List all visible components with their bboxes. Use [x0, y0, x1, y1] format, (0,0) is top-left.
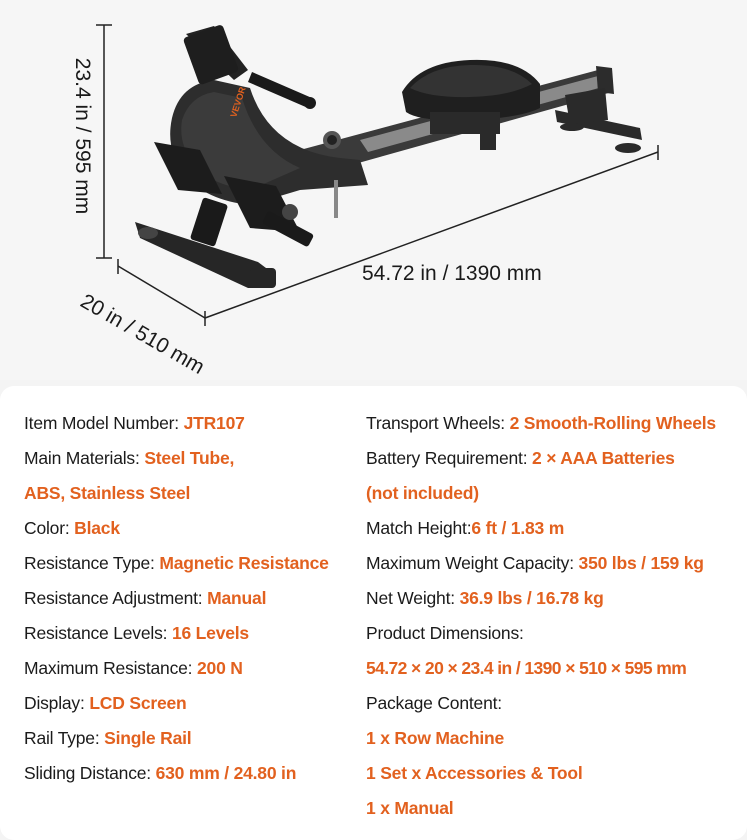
spec-row	[366, 476, 741, 511]
spec-label: Color:	[24, 518, 75, 538]
spec-row	[366, 511, 741, 546]
spec-row	[24, 511, 364, 546]
spec-label: Resistance Adjustment:	[24, 588, 208, 608]
spec-value: 2 × AAA Batteries	[532, 448, 675, 468]
spec-value: 6 ft / 1.83 m	[471, 518, 565, 538]
spec-value: 200 N	[197, 658, 243, 678]
spec-row	[24, 721, 364, 756]
spec-label: Net Weight:	[366, 588, 460, 608]
spec-value: 2 Smooth-Rolling Wheels	[509, 413, 716, 433]
spec-label: Battery Requirement:	[366, 448, 533, 468]
spec-label: Package Content:	[366, 693, 502, 713]
spec-row	[366, 686, 741, 721]
spec-row	[24, 651, 364, 686]
spec-row	[24, 476, 364, 511]
spec-row	[366, 441, 741, 476]
spec-value: 1 x Manual	[366, 798, 454, 818]
dimension-height: 23.4 in / 595 mm	[71, 57, 94, 215]
specs-right-column	[366, 406, 741, 826]
spec-value: ABS, Stainless Steel	[24, 483, 191, 503]
dimension-width: 20 in / 510 mm	[76, 289, 209, 379]
spec-value: Single Rail	[104, 728, 192, 748]
spec-label: Display:	[24, 693, 90, 713]
spec-label: Maximum Resistance:	[24, 658, 197, 678]
spec-label: Rail Type:	[24, 728, 105, 748]
spec-value: 630 mm / 24.80 in	[155, 763, 297, 783]
spec-label: Sliding Distance:	[24, 763, 156, 783]
brand-logo: VEVOR	[228, 85, 248, 119]
spec-row	[24, 546, 364, 581]
spec-row	[366, 791, 741, 826]
spec-value: 350 lbs / 159 kg	[578, 553, 704, 573]
spec-value: Manual	[207, 588, 267, 608]
spec-row	[366, 651, 741, 686]
spec-row	[24, 756, 364, 791]
specifications-card	[0, 386, 747, 840]
spec-row	[24, 581, 364, 616]
spec-row	[366, 616, 741, 651]
spec-label: Resistance Levels:	[24, 623, 172, 643]
spec-value: 1 x Row Machine	[366, 728, 505, 748]
spec-label: Maximum Weight Capacity:	[366, 553, 579, 573]
specs-left-column	[24, 406, 364, 791]
spec-value: (not included)	[366, 483, 479, 503]
spec-row	[24, 441, 364, 476]
spec-value: LCD Screen	[89, 693, 187, 713]
spec-row	[366, 721, 741, 756]
spec-label: Match Height:	[366, 518, 472, 538]
spec-label: Item Model Number:	[24, 413, 184, 433]
product-image-area	[0, 0, 747, 380]
spec-row	[366, 546, 741, 581]
spec-value: Steel Tube,	[144, 448, 235, 468]
spec-value: Black	[74, 518, 120, 538]
spec-label: Product Dimensions:	[366, 623, 524, 643]
spec-value: 54.72 × 20 × 23.4 in / 1390 × 510 × 595 mm	[366, 658, 687, 678]
spec-row	[24, 616, 364, 651]
spec-value: 1 Set x Accessories & Tool	[366, 763, 583, 783]
spec-row	[366, 756, 741, 791]
spec-row	[366, 406, 741, 441]
dimension-length: 54.72 in / 1390 mm	[362, 262, 542, 285]
spec-value: Magnetic Resistance	[159, 553, 329, 573]
spec-label: Main Materials:	[24, 448, 145, 468]
spec-value: 36.9 lbs / 16.78 kg	[459, 588, 604, 608]
spec-label: Transport Wheels:	[366, 413, 510, 433]
spec-label: Resistance Type:	[24, 553, 160, 573]
spec-row	[24, 406, 364, 441]
spec-value: 16 Levels	[171, 623, 249, 643]
spec-value: JTR107	[183, 413, 245, 433]
spec-row	[366, 581, 741, 616]
spec-row	[24, 686, 364, 721]
